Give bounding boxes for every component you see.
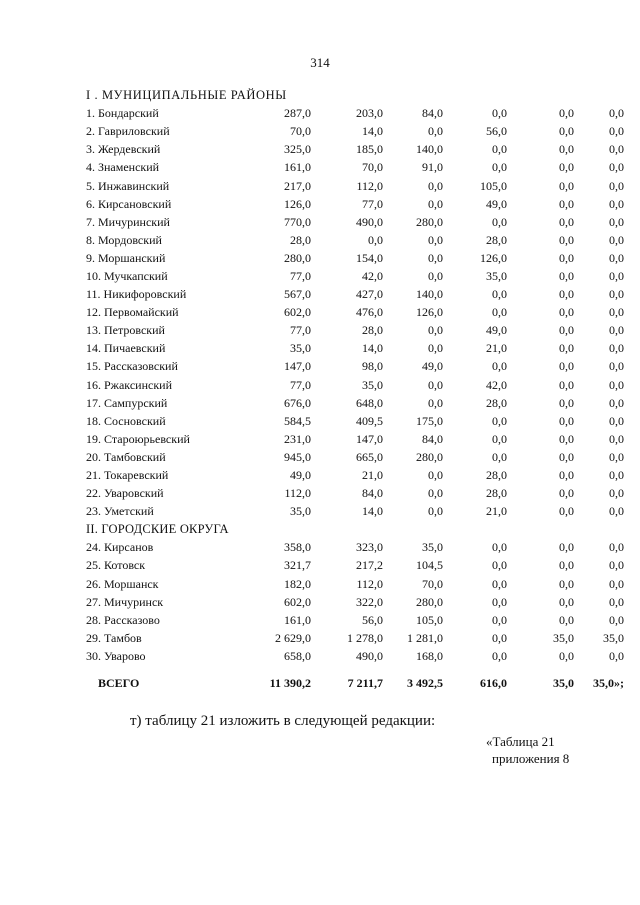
row-value: 0,0 bbox=[428, 178, 443, 193]
row-value: 0,0 bbox=[559, 250, 574, 265]
row-value: 0,0 bbox=[559, 413, 574, 428]
row-value: 70,0 bbox=[422, 576, 443, 591]
row-value: 676,0 bbox=[284, 395, 311, 410]
table-row bbox=[86, 556, 624, 574]
row-value: 0,0 bbox=[559, 449, 574, 464]
row-value: 0,0 bbox=[609, 377, 624, 392]
table-row bbox=[86, 629, 624, 647]
row-value: 0,0 bbox=[428, 395, 443, 410]
table-row bbox=[86, 339, 624, 357]
row-value: 28,0 bbox=[486, 395, 507, 410]
table-row bbox=[86, 303, 624, 321]
row-value: 0,0 bbox=[428, 486, 443, 501]
row-value: 0,0 bbox=[609, 214, 624, 229]
row-value: 0,0 bbox=[609, 142, 624, 157]
row-value: 126,0 bbox=[284, 196, 311, 211]
row-value: 91,0 bbox=[422, 160, 443, 175]
total-value: 7 211,7 bbox=[347, 676, 383, 690]
row-value: 0,0 bbox=[609, 106, 624, 121]
row-value: 0,0 bbox=[559, 160, 574, 175]
row-value: 28,0 bbox=[486, 486, 507, 501]
row-value: 0,0 bbox=[492, 449, 507, 464]
table-row bbox=[86, 647, 624, 665]
row-value: 0,0 bbox=[609, 468, 624, 483]
row-name: 30. Уварово bbox=[86, 648, 146, 663]
row-value: 648,0 bbox=[356, 395, 383, 410]
row-value: 325,0 bbox=[284, 142, 311, 157]
table-row bbox=[86, 104, 624, 122]
row-value: 2 629,0 bbox=[275, 630, 311, 645]
row-value: 770,0 bbox=[284, 214, 311, 229]
row-value: 280,0 bbox=[284, 250, 311, 265]
table-row bbox=[86, 394, 624, 412]
row-value: 0,0 bbox=[559, 323, 574, 338]
row-value: 35,0 bbox=[603, 630, 624, 645]
row-value: 0,0 bbox=[609, 341, 624, 356]
row-name: 19. Староюрьевский bbox=[86, 431, 190, 446]
row-value: 175,0 bbox=[416, 413, 443, 428]
row-value: 42,0 bbox=[362, 268, 383, 283]
row-value: 0,0 bbox=[559, 468, 574, 483]
row-value: 140,0 bbox=[416, 142, 443, 157]
row-value: 21,0 bbox=[486, 341, 507, 356]
page-number: 314 bbox=[310, 55, 330, 70]
row-value: 0,0 bbox=[559, 268, 574, 283]
total-value: 35,0»; bbox=[593, 676, 624, 690]
row-value: 409,5 bbox=[356, 413, 383, 428]
row-name: 21. Токаревский bbox=[86, 468, 169, 483]
row-value: 35,0 bbox=[362, 377, 383, 392]
row-name: 17. Сампурский bbox=[86, 395, 168, 410]
section-header-row bbox=[86, 86, 624, 104]
row-value: 35,0 bbox=[553, 630, 574, 645]
row-value: 0,0 bbox=[428, 504, 443, 519]
data-table-body bbox=[86, 86, 624, 697]
row-value: 0,0 bbox=[428, 232, 443, 247]
table-reference bbox=[486, 733, 569, 767]
row-value: 0,0 bbox=[492, 648, 507, 663]
row-value: 161,0 bbox=[284, 160, 311, 175]
row-name: 13. Петровский bbox=[86, 323, 165, 338]
row-value: 0,0 bbox=[559, 431, 574, 446]
row-value: 0,0 bbox=[492, 431, 507, 446]
row-name: 20. Тамбовский bbox=[86, 449, 166, 464]
row-value: 49,0 bbox=[486, 196, 507, 211]
row-value: 567,0 bbox=[284, 287, 311, 302]
row-name: 18. Сосновский bbox=[86, 413, 166, 428]
row-value: 0,0 bbox=[492, 558, 507, 573]
row-name: 27. Мичуринск bbox=[86, 594, 164, 609]
row-value: 0,0 bbox=[609, 250, 624, 265]
row-name: 16. Ржаксинский bbox=[86, 377, 172, 392]
row-value: 0,0 bbox=[559, 214, 574, 229]
row-name: 14. Пичаевский bbox=[86, 341, 166, 356]
row-value: 427,0 bbox=[356, 287, 383, 302]
row-value: 0,0 bbox=[492, 142, 507, 157]
row-value: 77,0 bbox=[290, 323, 311, 338]
data-table bbox=[86, 86, 624, 697]
table-row bbox=[86, 321, 624, 339]
row-value: 0,0 bbox=[492, 106, 507, 121]
row-value: 0,0 bbox=[559, 540, 574, 555]
table-row bbox=[86, 376, 624, 394]
row-name: 2. Гавриловский bbox=[86, 124, 170, 139]
row-value: 0,0 bbox=[492, 576, 507, 591]
row-name: 10. Мучкапский bbox=[86, 268, 168, 283]
row-value: 0,0 bbox=[609, 287, 624, 302]
row-value: 70,0 bbox=[362, 160, 383, 175]
row-value: 0,0 bbox=[492, 413, 507, 428]
row-value: 490,0 bbox=[356, 648, 383, 663]
row-value: 35,0 bbox=[290, 504, 311, 519]
row-value: 126,0 bbox=[416, 305, 443, 320]
row-value: 185,0 bbox=[356, 142, 383, 157]
row-name: 1. Бондарский bbox=[86, 106, 159, 121]
row-value: 0,0 bbox=[559, 612, 574, 627]
row-value: 217,2 bbox=[356, 558, 383, 573]
row-value: 182,0 bbox=[284, 576, 311, 591]
row-value: 0,0 bbox=[492, 305, 507, 320]
row-value: 0,0 bbox=[609, 124, 624, 139]
row-value: 0,0 bbox=[609, 504, 624, 519]
row-value: 0,0 bbox=[559, 594, 574, 609]
row-value: 0,0 bbox=[559, 377, 574, 392]
row-value: 0,0 bbox=[559, 486, 574, 501]
row-value: 0,0 bbox=[492, 287, 507, 302]
table-row bbox=[86, 611, 624, 629]
row-value: 0,0 bbox=[428, 377, 443, 392]
row-value: 0,0 bbox=[492, 612, 507, 627]
row-value: 0,0 bbox=[609, 268, 624, 283]
table-row bbox=[86, 267, 624, 285]
row-value: 28,0 bbox=[290, 232, 311, 247]
row-value: 56,0 bbox=[486, 124, 507, 139]
row-value: 0,0 bbox=[559, 124, 574, 139]
row-value: 49,0 bbox=[290, 468, 311, 483]
row-value: 70,0 bbox=[290, 124, 311, 139]
row-value: 321,7 bbox=[284, 558, 311, 573]
row-value: 105,0 bbox=[416, 612, 443, 627]
section-title: I . МУНИЦИПАЛЬНЫЕ РАЙОНЫ bbox=[86, 88, 287, 103]
row-name: 7. Мичуринский bbox=[86, 214, 170, 229]
row-value: 0,0 bbox=[428, 124, 443, 139]
row-value: 0,0 bbox=[428, 268, 443, 283]
row-name: 25. Котовск bbox=[86, 558, 146, 573]
row-value: 0,0 bbox=[559, 232, 574, 247]
row-value: 0,0 bbox=[609, 594, 624, 609]
row-value: 21,0 bbox=[362, 468, 383, 483]
row-value: 280,0 bbox=[416, 214, 443, 229]
row-value: 0,0 bbox=[609, 648, 624, 663]
row-value: 1 281,0 bbox=[407, 630, 443, 645]
table-row bbox=[86, 213, 624, 231]
row-value: 35,0 bbox=[486, 268, 507, 283]
table-row bbox=[86, 285, 624, 303]
row-value: 104,5 bbox=[416, 558, 443, 573]
row-value: 0,0 bbox=[559, 106, 574, 121]
row-value: 84,0 bbox=[362, 486, 383, 501]
row-value: 217,0 bbox=[284, 178, 311, 193]
section-title: II. ГОРОДСКИЕ ОКРУГА bbox=[86, 522, 229, 537]
total-value: 35,0 bbox=[553, 676, 574, 690]
row-value: 0,0 bbox=[559, 648, 574, 663]
table-row bbox=[86, 357, 624, 375]
row-value: 105,0 bbox=[480, 178, 507, 193]
row-name: 3. Жердевский bbox=[86, 142, 161, 157]
table-row bbox=[86, 575, 624, 593]
row-value: 0,0 bbox=[609, 305, 624, 320]
row-value: 21,0 bbox=[486, 504, 507, 519]
row-value: 0,0 bbox=[609, 558, 624, 573]
row-value: 168,0 bbox=[416, 648, 443, 663]
table-row bbox=[86, 231, 624, 249]
row-value: 0,0 bbox=[559, 178, 574, 193]
row-value: 231,0 bbox=[284, 431, 311, 446]
row-value: 14,0 bbox=[362, 341, 383, 356]
row-name: 12. Первомайский bbox=[86, 305, 179, 320]
section-header-row bbox=[86, 520, 624, 538]
row-name: 15. Рассказовский bbox=[86, 359, 178, 374]
row-value: 14,0 bbox=[362, 124, 383, 139]
row-value: 358,0 bbox=[284, 540, 311, 555]
row-value: 0,0 bbox=[609, 359, 624, 374]
row-name: 24. Кирсанов bbox=[86, 540, 154, 555]
total-value: 11 390,2 bbox=[269, 676, 311, 690]
total-label: ВСЕГО bbox=[98, 676, 140, 690]
data-table-container bbox=[86, 86, 626, 697]
table-reference-line-1: «Таблица 21 bbox=[486, 734, 555, 749]
row-value: 0,0 bbox=[609, 612, 624, 627]
row-value: 0,0 bbox=[559, 395, 574, 410]
row-name: 6. Кирсановский bbox=[86, 196, 172, 211]
table-row bbox=[86, 140, 624, 158]
row-value: 161,0 bbox=[284, 612, 311, 627]
row-value: 287,0 bbox=[284, 106, 311, 121]
table-row bbox=[86, 466, 624, 484]
row-value: 0,0 bbox=[559, 196, 574, 211]
row-value: 0,0 bbox=[609, 196, 624, 211]
row-value: 0,0 bbox=[559, 359, 574, 374]
row-name: 22. Уваровский bbox=[86, 486, 164, 501]
row-value: 0,0 bbox=[559, 341, 574, 356]
row-value: 147,0 bbox=[284, 359, 311, 374]
row-value: 112,0 bbox=[284, 486, 311, 501]
row-value: 35,0 bbox=[422, 540, 443, 555]
row-value: 0,0 bbox=[428, 468, 443, 483]
row-name: 23. Уметский bbox=[86, 504, 154, 519]
row-value: 0,0 bbox=[428, 341, 443, 356]
row-value: 28,0 bbox=[486, 232, 507, 247]
row-value: 140,0 bbox=[416, 287, 443, 302]
row-value: 0,0 bbox=[428, 196, 443, 211]
row-value: 584,5 bbox=[284, 413, 311, 428]
row-value: 323,0 bbox=[356, 540, 383, 555]
row-value: 490,0 bbox=[356, 214, 383, 229]
row-value: 0,0 bbox=[492, 630, 507, 645]
row-value: 0,0 bbox=[492, 160, 507, 175]
instruction-text: т) таблицу 21 изложить в следующей редакции: bbox=[130, 713, 436, 729]
total-value: 616,0 bbox=[480, 676, 507, 690]
row-value: 280,0 bbox=[416, 594, 443, 609]
total-row bbox=[86, 669, 624, 697]
row-value: 0,0 bbox=[368, 232, 383, 247]
row-value: 0,0 bbox=[609, 576, 624, 591]
row-value: 56,0 bbox=[362, 612, 383, 627]
row-value: 0,0 bbox=[559, 504, 574, 519]
row-value: 0,0 bbox=[428, 250, 443, 265]
row-value: 77,0 bbox=[290, 268, 311, 283]
table-row bbox=[86, 448, 624, 466]
row-name: 5. Инжавинский bbox=[86, 178, 170, 193]
table-reference-line-2: приложения 8 bbox=[492, 751, 570, 766]
row-value: 154,0 bbox=[356, 250, 383, 265]
row-value: 112,0 bbox=[356, 576, 383, 591]
table-row bbox=[86, 593, 624, 611]
table-row bbox=[86, 249, 624, 267]
row-value: 0,0 bbox=[609, 449, 624, 464]
row-value: 49,0 bbox=[486, 323, 507, 338]
row-value: 98,0 bbox=[362, 359, 383, 374]
row-value: 322,0 bbox=[356, 594, 383, 609]
row-value: 0,0 bbox=[559, 142, 574, 157]
row-value: 0,0 bbox=[609, 486, 624, 501]
row-value: 0,0 bbox=[492, 594, 507, 609]
row-value: 476,0 bbox=[356, 305, 383, 320]
row-value: 658,0 bbox=[284, 648, 311, 663]
row-value: 0,0 bbox=[492, 214, 507, 229]
row-value: 126,0 bbox=[480, 250, 507, 265]
row-name: 9. Моршанский bbox=[86, 250, 166, 265]
row-value: 665,0 bbox=[356, 449, 383, 464]
row-value: 28,0 bbox=[362, 323, 383, 338]
row-value: 0,0 bbox=[609, 395, 624, 410]
table-row bbox=[86, 158, 624, 176]
row-name: 28. Рассказово bbox=[86, 612, 160, 627]
row-value: 147,0 bbox=[356, 431, 383, 446]
row-value: 0,0 bbox=[609, 323, 624, 338]
row-value: 49,0 bbox=[422, 359, 443, 374]
table-row bbox=[86, 412, 624, 430]
row-name: 11. Никифоровский bbox=[86, 287, 187, 302]
row-value: 84,0 bbox=[422, 431, 443, 446]
row-value: 0,0 bbox=[609, 178, 624, 193]
row-value: 0,0 bbox=[559, 576, 574, 591]
table-row bbox=[86, 176, 624, 194]
row-value: 0,0 bbox=[492, 540, 507, 555]
row-value: 280,0 bbox=[416, 449, 443, 464]
row-value: 602,0 bbox=[284, 594, 311, 609]
row-value: 0,0 bbox=[609, 232, 624, 247]
row-value: 77,0 bbox=[362, 196, 383, 211]
table-row bbox=[86, 502, 624, 520]
row-value: 84,0 bbox=[422, 106, 443, 121]
table-row bbox=[86, 122, 624, 140]
table-row bbox=[86, 430, 624, 448]
table-row bbox=[86, 484, 624, 502]
row-value: 0,0 bbox=[559, 287, 574, 302]
row-value: 0,0 bbox=[428, 323, 443, 338]
row-value: 35,0 bbox=[290, 341, 311, 356]
row-name: 4. Знаменский bbox=[86, 160, 160, 175]
row-value: 0,0 bbox=[609, 431, 624, 446]
table-row bbox=[86, 538, 624, 556]
total-value: 3 492,5 bbox=[407, 676, 443, 690]
row-value: 0,0 bbox=[492, 359, 507, 374]
row-value: 602,0 bbox=[284, 305, 311, 320]
row-value: 28,0 bbox=[486, 468, 507, 483]
row-value: 77,0 bbox=[290, 377, 311, 392]
row-name: 8. Мордовский bbox=[86, 232, 162, 247]
row-value: 0,0 bbox=[609, 540, 624, 555]
row-value: 0,0 bbox=[559, 558, 574, 573]
row-value: 0,0 bbox=[559, 305, 574, 320]
row-value: 0,0 bbox=[609, 160, 624, 175]
row-value: 1 278,0 bbox=[347, 630, 383, 645]
row-value: 203,0 bbox=[356, 106, 383, 121]
row-value: 945,0 bbox=[284, 449, 311, 464]
table-row bbox=[86, 195, 624, 213]
row-name: 26. Моршанск bbox=[86, 576, 159, 591]
row-name: 29. Тамбов bbox=[86, 630, 142, 645]
row-value: 42,0 bbox=[486, 377, 507, 392]
row-value: 14,0 bbox=[362, 504, 383, 519]
row-value: 0,0 bbox=[609, 413, 624, 428]
row-value: 112,0 bbox=[356, 178, 383, 193]
